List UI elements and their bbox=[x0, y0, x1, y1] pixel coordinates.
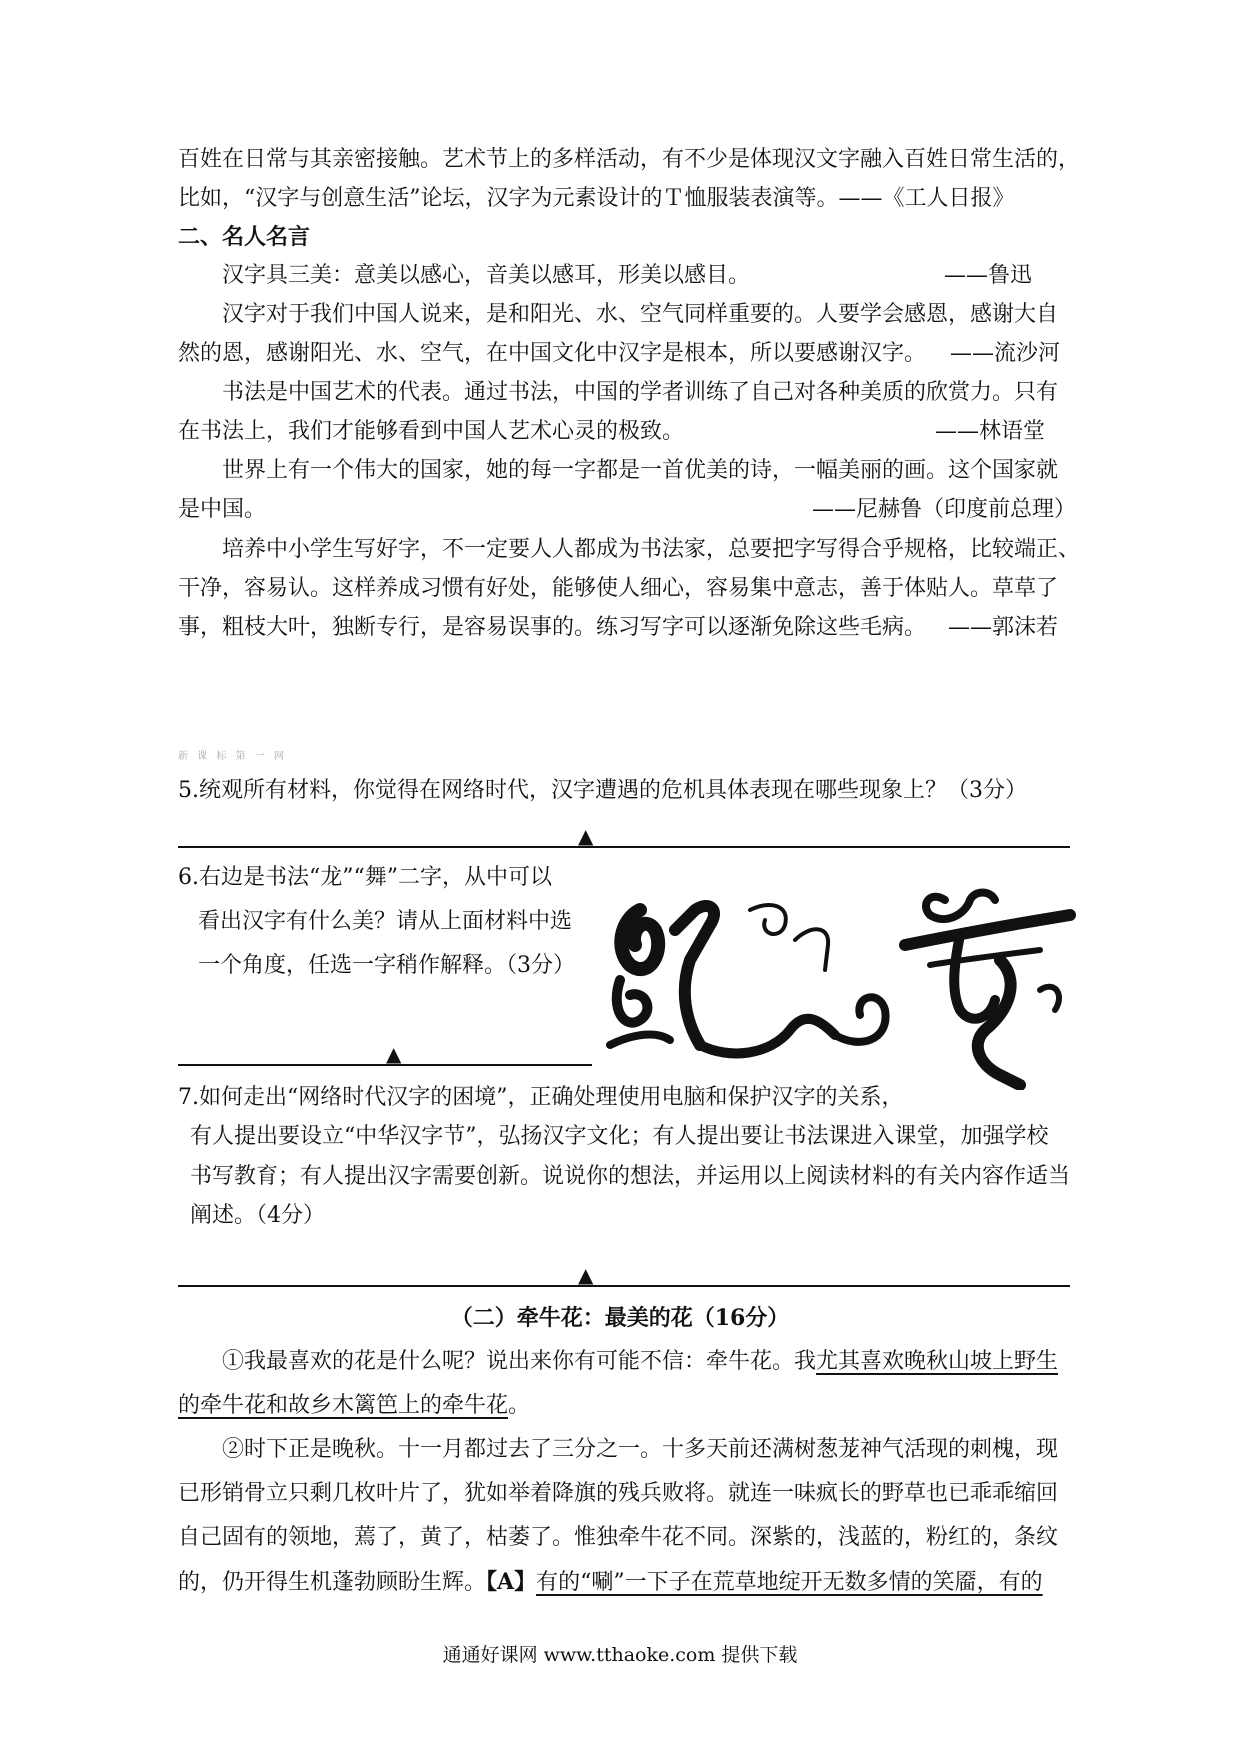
paragraph-text: 。 bbox=[508, 1393, 531, 1418]
paragraph-2-line: ②时下正是晚秋。十一月都过去了三分之一。十多天前还满树葱茏神气活现的刺槐，现 bbox=[222, 1437, 1059, 1462]
quote-line: 事，粗枝大叶，独断专行，是容易误事的。练习写字可以逐渐免除这些毛病。 bbox=[178, 615, 927, 640]
answer-line bbox=[178, 1064, 592, 1066]
answer-marker-icon: ▲ bbox=[578, 824, 594, 848]
underlined-text: 的牵牛花和故乡木篱笆上的牵牛花 bbox=[178, 1393, 509, 1418]
paragraph-text: ①我最喜欢的花是什么呢？说出来你有可能不信：牵牛花。我 bbox=[222, 1349, 817, 1374]
paragraph-2-line: 自己固有的领地，蔫了，黄了，枯萎了。惟独牵牛花不同。深紫的，浅蓝的，粉红的，条纹 bbox=[178, 1525, 1059, 1550]
quote-line: 汉字对于我们中国人说来，是和阳光、水、空气同样重要的。人要学会感恩，感谢大自 bbox=[222, 302, 1059, 327]
answer-line bbox=[178, 846, 1070, 848]
paragraph-text: 的，仍开得生机蓬勃顾盼生辉。 bbox=[178, 1570, 487, 1595]
page-footer: 通通好课网 www.tthaoke.com 提供下载 bbox=[442, 1644, 798, 1666]
question-5: 5.统观所有材料，你觉得在网络时代，汉字遭遇的危机具体表现在哪些现象上？（3分） bbox=[178, 778, 1027, 803]
question-6-line: 6.右边是书法“龙”“舞”二字，从中可以 bbox=[178, 865, 552, 890]
section-title: 二、名人名言 bbox=[178, 224, 311, 250]
paragraph-1-line bbox=[222, 1347, 1112, 1377]
question-7-line: 书写教育；有人提出汉字需要创新。说说你的想法，并运用以上阅读材料的有关内容作适当 bbox=[190, 1164, 1071, 1189]
question-7-line: 7.如何走出“网络时代汉字的困境”，正确处理使用电脑和保护汉字的关系， bbox=[178, 1085, 904, 1110]
answer-marker-icon: ▲ bbox=[386, 1042, 402, 1066]
question-6-line: 看出汉字有什么美？请从上面材料中选 bbox=[198, 909, 573, 934]
question-7-line: 阐述。（4分） bbox=[190, 1203, 325, 1228]
quote-line: 世界上有一个伟大的国家，她的每一字都是一首优美的诗，一幅美丽的画。这个国家就 bbox=[222, 458, 1059, 483]
quote-attribution: ——流沙河 bbox=[950, 341, 1061, 366]
question-7-line: 有人提出要设立“中华汉字节”，弘扬汉字文化；有人提出要让书法课进入课堂，加强学校 bbox=[190, 1124, 1049, 1149]
quote-line: 在书法上，我们才能够看到中国人艺术心灵的极致。 bbox=[178, 419, 685, 444]
paragraph-2-line: 已形销骨立只剩几枚叶片了，犹如举着降旗的残兵败将。就连一味疯长的野草也已乖乖缩回 bbox=[178, 1481, 1059, 1506]
quote-line: 书法是中国艺术的代表。通过书法，中国的学者训练了自己对各种美质的欣赏力。只有 bbox=[222, 380, 1059, 405]
part-title: （二）牵牛花：最美的花（16分） bbox=[450, 1305, 790, 1331]
quote-attribution: ——郭沫若 bbox=[948, 615, 1059, 640]
quote-line: 干净，容易认。这样养成习惯有好处，能够使人细心，容易集中意志，善于体贴人。草草了 bbox=[178, 576, 1059, 601]
marker-a: 【A】 bbox=[486, 1569, 537, 1595]
paragraph-1-line bbox=[178, 1391, 1068, 1421]
quote-line: 然的恩，感谢阳光、水、空气，在中国文化中汉字是根本，所以要感谢汉字。 bbox=[178, 341, 927, 366]
question-6-line: 一个角度，任选一字稍作解释。（3分） bbox=[198, 953, 575, 978]
answer-marker-icon: ▲ bbox=[578, 1263, 594, 1287]
material-line: 百姓在日常与其亲密接触。艺术节上的多样活动，有不少是体现汉文字融入百姓日常生活的， bbox=[178, 147, 1081, 172]
calligraphy-image bbox=[600, 870, 1080, 1090]
quote-line: 培养中小学生写好字，不一定要人人都成为书法家，总要把字写得合乎规格，比较端正、 bbox=[222, 537, 1081, 562]
quote-attribution: ——林语堂 bbox=[935, 419, 1046, 444]
underlined-text: 有的“唰”一下子在荒草地绽开无数多情的笑靥，有的 bbox=[536, 1570, 1043, 1595]
paragraph-2-line bbox=[178, 1567, 1068, 1598]
material-line: 比如，“汉字与创意生活”论坛，汉字为元素设计的Ｔ恤服装表演等。——《工人日报》 bbox=[178, 186, 1015, 211]
quote-line: 是中国。 bbox=[178, 497, 267, 522]
answer-line bbox=[178, 1285, 1070, 1287]
quote-attribution: ——尼赫鲁（印度前总理） bbox=[812, 497, 1077, 522]
watermark: 新 课 标 第 一 网 bbox=[178, 751, 287, 762]
quote-line: 汉字具三美：意美以感心，音美以感耳，形美以感目。 bbox=[222, 263, 751, 288]
quote-attribution: ——鲁迅 bbox=[944, 263, 1033, 288]
underlined-text: 尤其喜欢晚秋山坡上野生 bbox=[816, 1349, 1059, 1374]
